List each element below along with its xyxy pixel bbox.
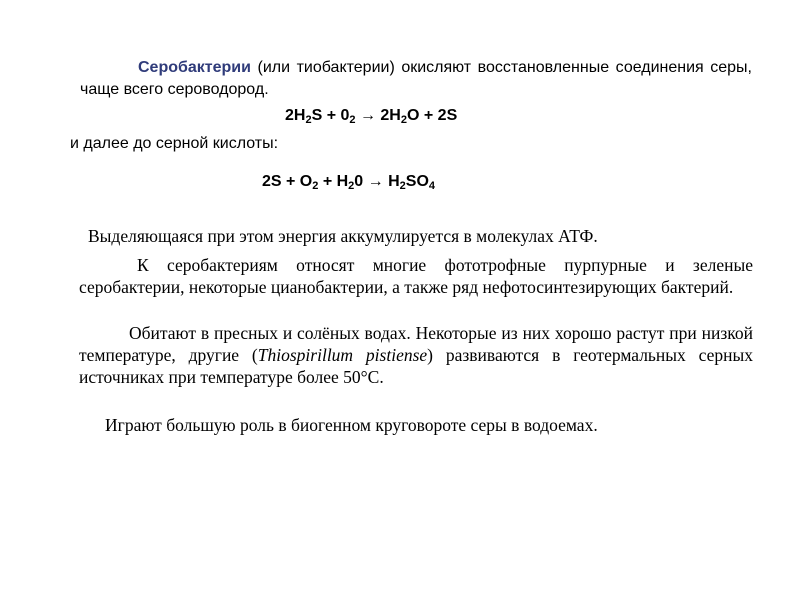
role-paragraph: Играют большую роль в биогенном круговороте серы в водоемах. bbox=[105, 415, 598, 435]
habitat-paragraph: Обитают в пресных и солёных водах. Некоторые из них хорошо растут при низкой температуре, другие (Thiospirillum pistiense) развиваются в геотермальных серных источниках при температуре более 50°С. bbox=[79, 323, 754, 387]
continuation-text: и далее до серной кислоты: bbox=[70, 135, 279, 152]
energy-paragraph: Выделяющаяся при этом энергия аккумулируется в молекулах АТФ. bbox=[88, 226, 598, 246]
species-name: Thiospirillum pistiense bbox=[257, 345, 428, 365]
reaction-equation-2: $2S + O_2 + H_20 \to H_2SO_4$ bbox=[262, 173, 436, 192]
intro-paragraph bbox=[80, 57, 752, 101]
includes-paragraph: К серобактериям относят многие фототрофные пурпурные и зеленые серобактерии, некоторые цианобактерии, а также ряд нефотосинтезирующих бактерий. bbox=[79, 255, 753, 297]
reaction-equation-1: $2H_2S + 0_2 \to 2H_2O + 2S$ bbox=[285, 107, 458, 126]
term-highlight: Серобактерии bbox=[138, 59, 251, 76]
intro-text: (или тиобактерии) окисляют восстановленные соединения серы, чаще всего сероводород. bbox=[80, 59, 752, 98]
